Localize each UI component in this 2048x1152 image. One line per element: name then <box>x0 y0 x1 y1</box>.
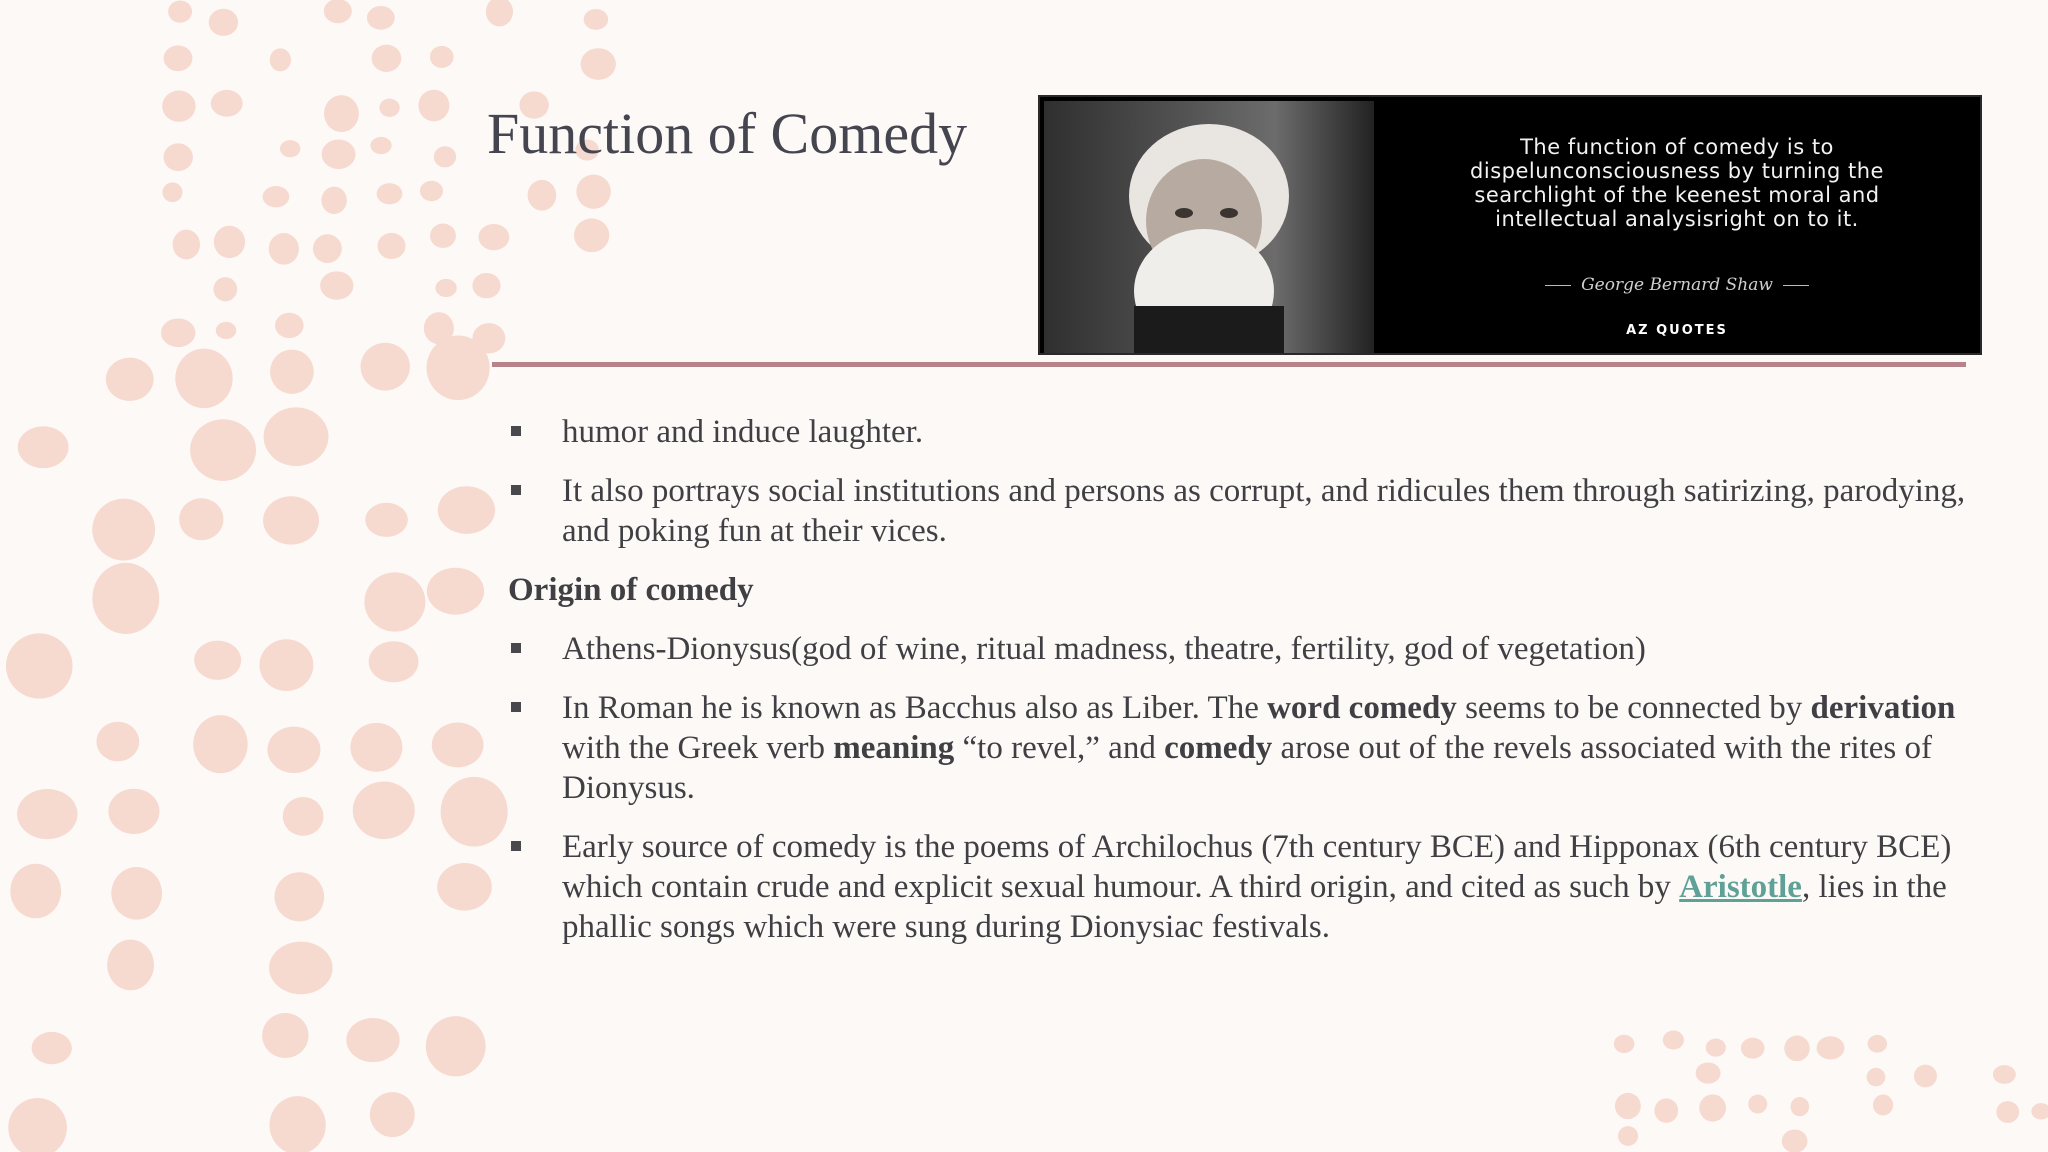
decorative-dot <box>353 782 415 840</box>
decorative-dot <box>1654 1098 1678 1122</box>
decorative-dot <box>96 722 139 762</box>
decorative-dot <box>432 722 484 767</box>
decorative-dot <box>430 46 454 68</box>
bullet-item: It also portrays social institutions and persons as corrupt, and ridicules them through satirizing, parodying, and poking fun at their vices. <box>508 471 1978 551</box>
decorative-dot <box>269 1096 325 1152</box>
decorative-dot <box>270 48 291 71</box>
decorative-dot <box>17 789 77 839</box>
decorative-dot <box>274 872 324 921</box>
decorative-dot <box>313 234 342 263</box>
decorative-dot <box>367 6 395 30</box>
decorative-dot <box>179 498 223 540</box>
decorative-dot <box>486 0 513 26</box>
decorative-dot <box>1914 1065 1937 1088</box>
quote-text: The function of comedy is to dispelunconsciousness by turning the searchlight of the keenest moral and intellectual analysisright on to it. <box>1470 135 1884 231</box>
decorative-dot <box>193 715 247 773</box>
decorative-dot <box>111 867 162 920</box>
decorative-dot <box>1663 1031 1684 1050</box>
decorative-dot <box>1873 1095 1893 1116</box>
bullet-item: In Roman he is known as Bacchus also as Liber. The word comedy seems to be connected by derivation with the Greek verb meaning “to revel,” and comedy arose out of the revels associated with the rites of Dionysus. <box>508 688 1978 808</box>
decorative-dot <box>574 218 609 252</box>
decorative-dot <box>10 864 61 918</box>
bullet-item: humor and induce laughter. <box>508 412 1978 452</box>
decorative-dot <box>435 279 456 297</box>
decorative-dot <box>1782 1130 1808 1152</box>
decorative-dot <box>1868 1035 1887 1053</box>
bullet-item: Early source of comedy is the poems of Archilochus (7th century BCE) and Hipponax (6th century BCE) which contain crude and explicit sexual humour. A third origin, and cited as such by Aristotle, lies in the phallic songs which were sung during Dionysiac festivals. <box>508 827 1978 947</box>
bullet-square-icon <box>511 643 521 653</box>
decorative-dot <box>581 48 616 80</box>
decorative-dot <box>1784 1036 1809 1062</box>
decorative-dot <box>216 322 237 339</box>
decorative-dot <box>164 45 193 71</box>
decorative-dot <box>168 0 192 22</box>
decorative-dot <box>584 9 608 30</box>
title-divider <box>492 362 1966 367</box>
decorative-dot <box>106 358 154 401</box>
decorative-dot <box>438 486 495 534</box>
decorative-dot <box>161 318 195 347</box>
slide-body <box>508 412 1978 966</box>
decorative-dot <box>263 186 290 207</box>
slide-title: Function of Comedy <box>487 101 968 166</box>
decorative-dot <box>270 350 314 394</box>
decorative-dot <box>162 182 182 202</box>
bullet-square-icon <box>511 485 521 495</box>
decorative-dot <box>1618 1126 1638 1146</box>
decorative-dot <box>1748 1095 1767 1114</box>
decorative-dot <box>1696 1062 1721 1083</box>
decorative-dot <box>267 727 320 773</box>
decorative-dot <box>2031 1103 2048 1119</box>
decorative-dot <box>427 568 484 615</box>
decorative-dot <box>370 137 391 154</box>
quote-author-name: George Bernard Shaw <box>1581 275 1773 295</box>
decorative-dot <box>427 336 490 401</box>
decorative-dot <box>264 407 329 466</box>
decorative-dot <box>162 91 195 122</box>
decorative-dot <box>1817 1036 1845 1059</box>
decorative-dot <box>175 349 232 408</box>
decorative-dot <box>18 426 69 468</box>
subheading-origin: Origin of comedy <box>508 572 754 608</box>
decorative-dot <box>321 187 346 214</box>
decorative-dot <box>1614 1035 1634 1053</box>
decorative-dot <box>370 1092 415 1137</box>
decorative-dot <box>269 942 333 995</box>
quote-image <box>1038 95 1982 355</box>
decorative-dot <box>92 563 159 634</box>
decorative-dot <box>190 419 256 481</box>
decorative-dot <box>92 499 155 561</box>
decorative-dot <box>372 45 402 72</box>
decorative-dot <box>379 99 399 117</box>
decorative-dot <box>280 140 300 157</box>
bullet-square-icon <box>511 426 521 436</box>
decorative-dot <box>576 175 610 209</box>
decorative-dot <box>214 226 245 258</box>
decorative-dot <box>213 277 237 301</box>
decorative-dot <box>1741 1038 1765 1059</box>
decorative-dot <box>528 180 557 211</box>
quote-panel <box>1374 97 1980 353</box>
decorative-dot <box>324 95 359 132</box>
decorative-dot <box>107 940 154 991</box>
decorative-dot <box>361 343 410 391</box>
bullet-square-icon <box>511 841 521 851</box>
decorative-dot <box>269 233 299 265</box>
decorative-dot <box>437 863 492 911</box>
decorative-dot <box>434 146 456 167</box>
decorative-dot <box>478 224 509 250</box>
decorative-dot <box>350 723 402 772</box>
decorative-dot <box>430 224 456 248</box>
decorative-dot <box>6 633 73 698</box>
bullet-square-icon <box>511 702 521 712</box>
decorative-dot <box>108 789 159 834</box>
decorative-dot <box>369 641 419 682</box>
decorative-dot <box>441 777 508 847</box>
decorative-dot <box>420 181 443 201</box>
decorative-dot <box>209 9 238 36</box>
bullet-item: Athens-Dionysus(god of wine, ritual madness, theatre, fertility, god of vegetation) <box>508 629 1978 669</box>
decorative-dot <box>472 273 500 298</box>
decorative-dot <box>8 1098 67 1152</box>
decorative-dot <box>1615 1093 1641 1119</box>
decorative-dot <box>1791 1097 1810 1116</box>
decorative-dot <box>1996 1101 2019 1123</box>
decorative-dot <box>1699 1094 1726 1121</box>
decorative-dot <box>263 496 319 544</box>
decorative-dot <box>32 1032 72 1064</box>
decorative-dot <box>365 503 408 537</box>
decorative-dot <box>164 143 193 171</box>
decorative-dot <box>322 140 356 169</box>
decorative-dot <box>1706 1039 1726 1057</box>
decorative-dot <box>283 797 324 836</box>
decorative-dot <box>377 183 403 204</box>
decorative-dot <box>377 233 405 259</box>
decorative-dot <box>275 313 304 338</box>
decorative-dot <box>320 271 353 299</box>
decorative-dot <box>194 641 241 680</box>
quote-author <box>1374 275 1980 295</box>
decorative-dot <box>1867 1068 1886 1086</box>
aristotle-link[interactable]: Aristotle <box>1679 869 1802 905</box>
decorative-dot <box>324 0 352 23</box>
decorative-dot <box>426 1016 486 1076</box>
decorative-dot <box>418 90 449 122</box>
decorative-dot <box>259 639 313 691</box>
decorative-dot <box>364 572 425 631</box>
quote-brand-logo: AZ QUOTES <box>1626 323 1728 338</box>
decorative-dot <box>211 90 243 117</box>
decorative-dot <box>1993 1065 2016 1084</box>
decorative-dot <box>173 230 200 260</box>
portrait-photo <box>1044 101 1374 353</box>
decorative-dot <box>262 1013 308 1058</box>
decorative-dot <box>346 1018 399 1062</box>
